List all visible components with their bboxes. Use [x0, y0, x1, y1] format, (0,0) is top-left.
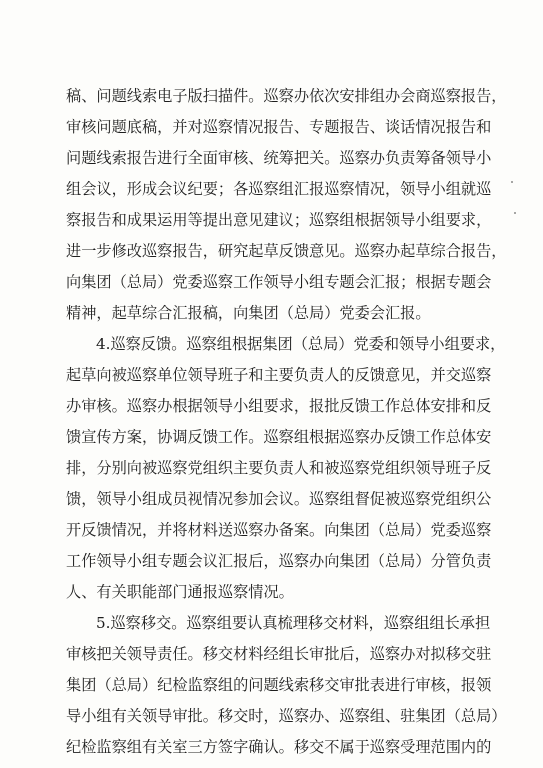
text-line: 馈宣传方案，协调反馈工作。巡察组根据巡察办反馈工作总体安: [66, 428, 492, 446]
text-line: 进一步修改巡察报告，研究起草反馈意见。巡察办起草综合报告，: [66, 242, 507, 260]
text-line: 审核把关领导责任。移交材料经组长审批后，巡察办对拟移交驻: [66, 645, 492, 663]
text-line: 排，分别向被巡察党组织主要负责人和被巡察党组织领导班子反: [66, 459, 492, 477]
paragraph-heading-line: 4.巡察反馈。巡察组根据集团（总局）党委和领导小组要求，: [96, 335, 506, 353]
text-line: 导小组有关领导审批。移交时，巡察办、巡察组、驻集团（总局）: [66, 707, 507, 725]
text-line: 问题线索报告进行全面审核、统筹把关。巡察办负责筹备领导小: [66, 149, 492, 167]
text-line: 集团（总局）纪检监察组的问题线索移交审批表进行审核，报领: [66, 676, 492, 694]
text-line: 审核问题底稿，并对巡察情况报告、专题报告、谈话情况报告和: [66, 118, 492, 136]
text-line: 开反馈情况，并将材料送巡察办备案。向集团（总局）党委巡察: [66, 521, 492, 539]
text-line: 纪检监察组有关室三方签字确认。移交不属于巡察受理范围内的: [66, 738, 492, 756]
scan-speck: [511, 181, 513, 183]
text-line: 稿、问题线索电子版扫描件。巡察办依次安排组办会商巡察报告，: [66, 87, 507, 105]
text-line: 向集团（总局）党委巡察工作领导小组专题会汇报；根据专题会: [66, 273, 492, 291]
text-line: 精神，起草综合汇报稿，向集团（总局）党委会汇报。: [66, 304, 431, 322]
text-line: 办审核。巡察办根据领导小组要求，报批反馈工作总体安排和反: [66, 397, 492, 415]
text-line: 工作领导小组专题会议汇报后，巡察办向集团（总局）分管负责: [66, 552, 492, 570]
text-line: 组会议，形成会议纪要；各巡察组汇报巡察情况，领导小组就巡: [66, 180, 492, 198]
scan-speck: [514, 212, 516, 214]
paragraph-heading-line: 5.巡察移交。巡察组要认真梳理移交材料，巡察组组长承担: [96, 614, 491, 632]
text-line: 察报告和成果运用等提出意见建议；巡察组根据领导小组要求，: [66, 211, 492, 229]
text-line: 人、有关职能部门通报巡察情况。: [66, 583, 294, 601]
text-line: 馈，领导小组成员视情况参加会议。巡察组督促被巡察党组织公: [66, 490, 492, 508]
text-line: 起草向被巡察单位领导班子和主要负责人的反馈意见，并交巡察: [66, 366, 492, 384]
